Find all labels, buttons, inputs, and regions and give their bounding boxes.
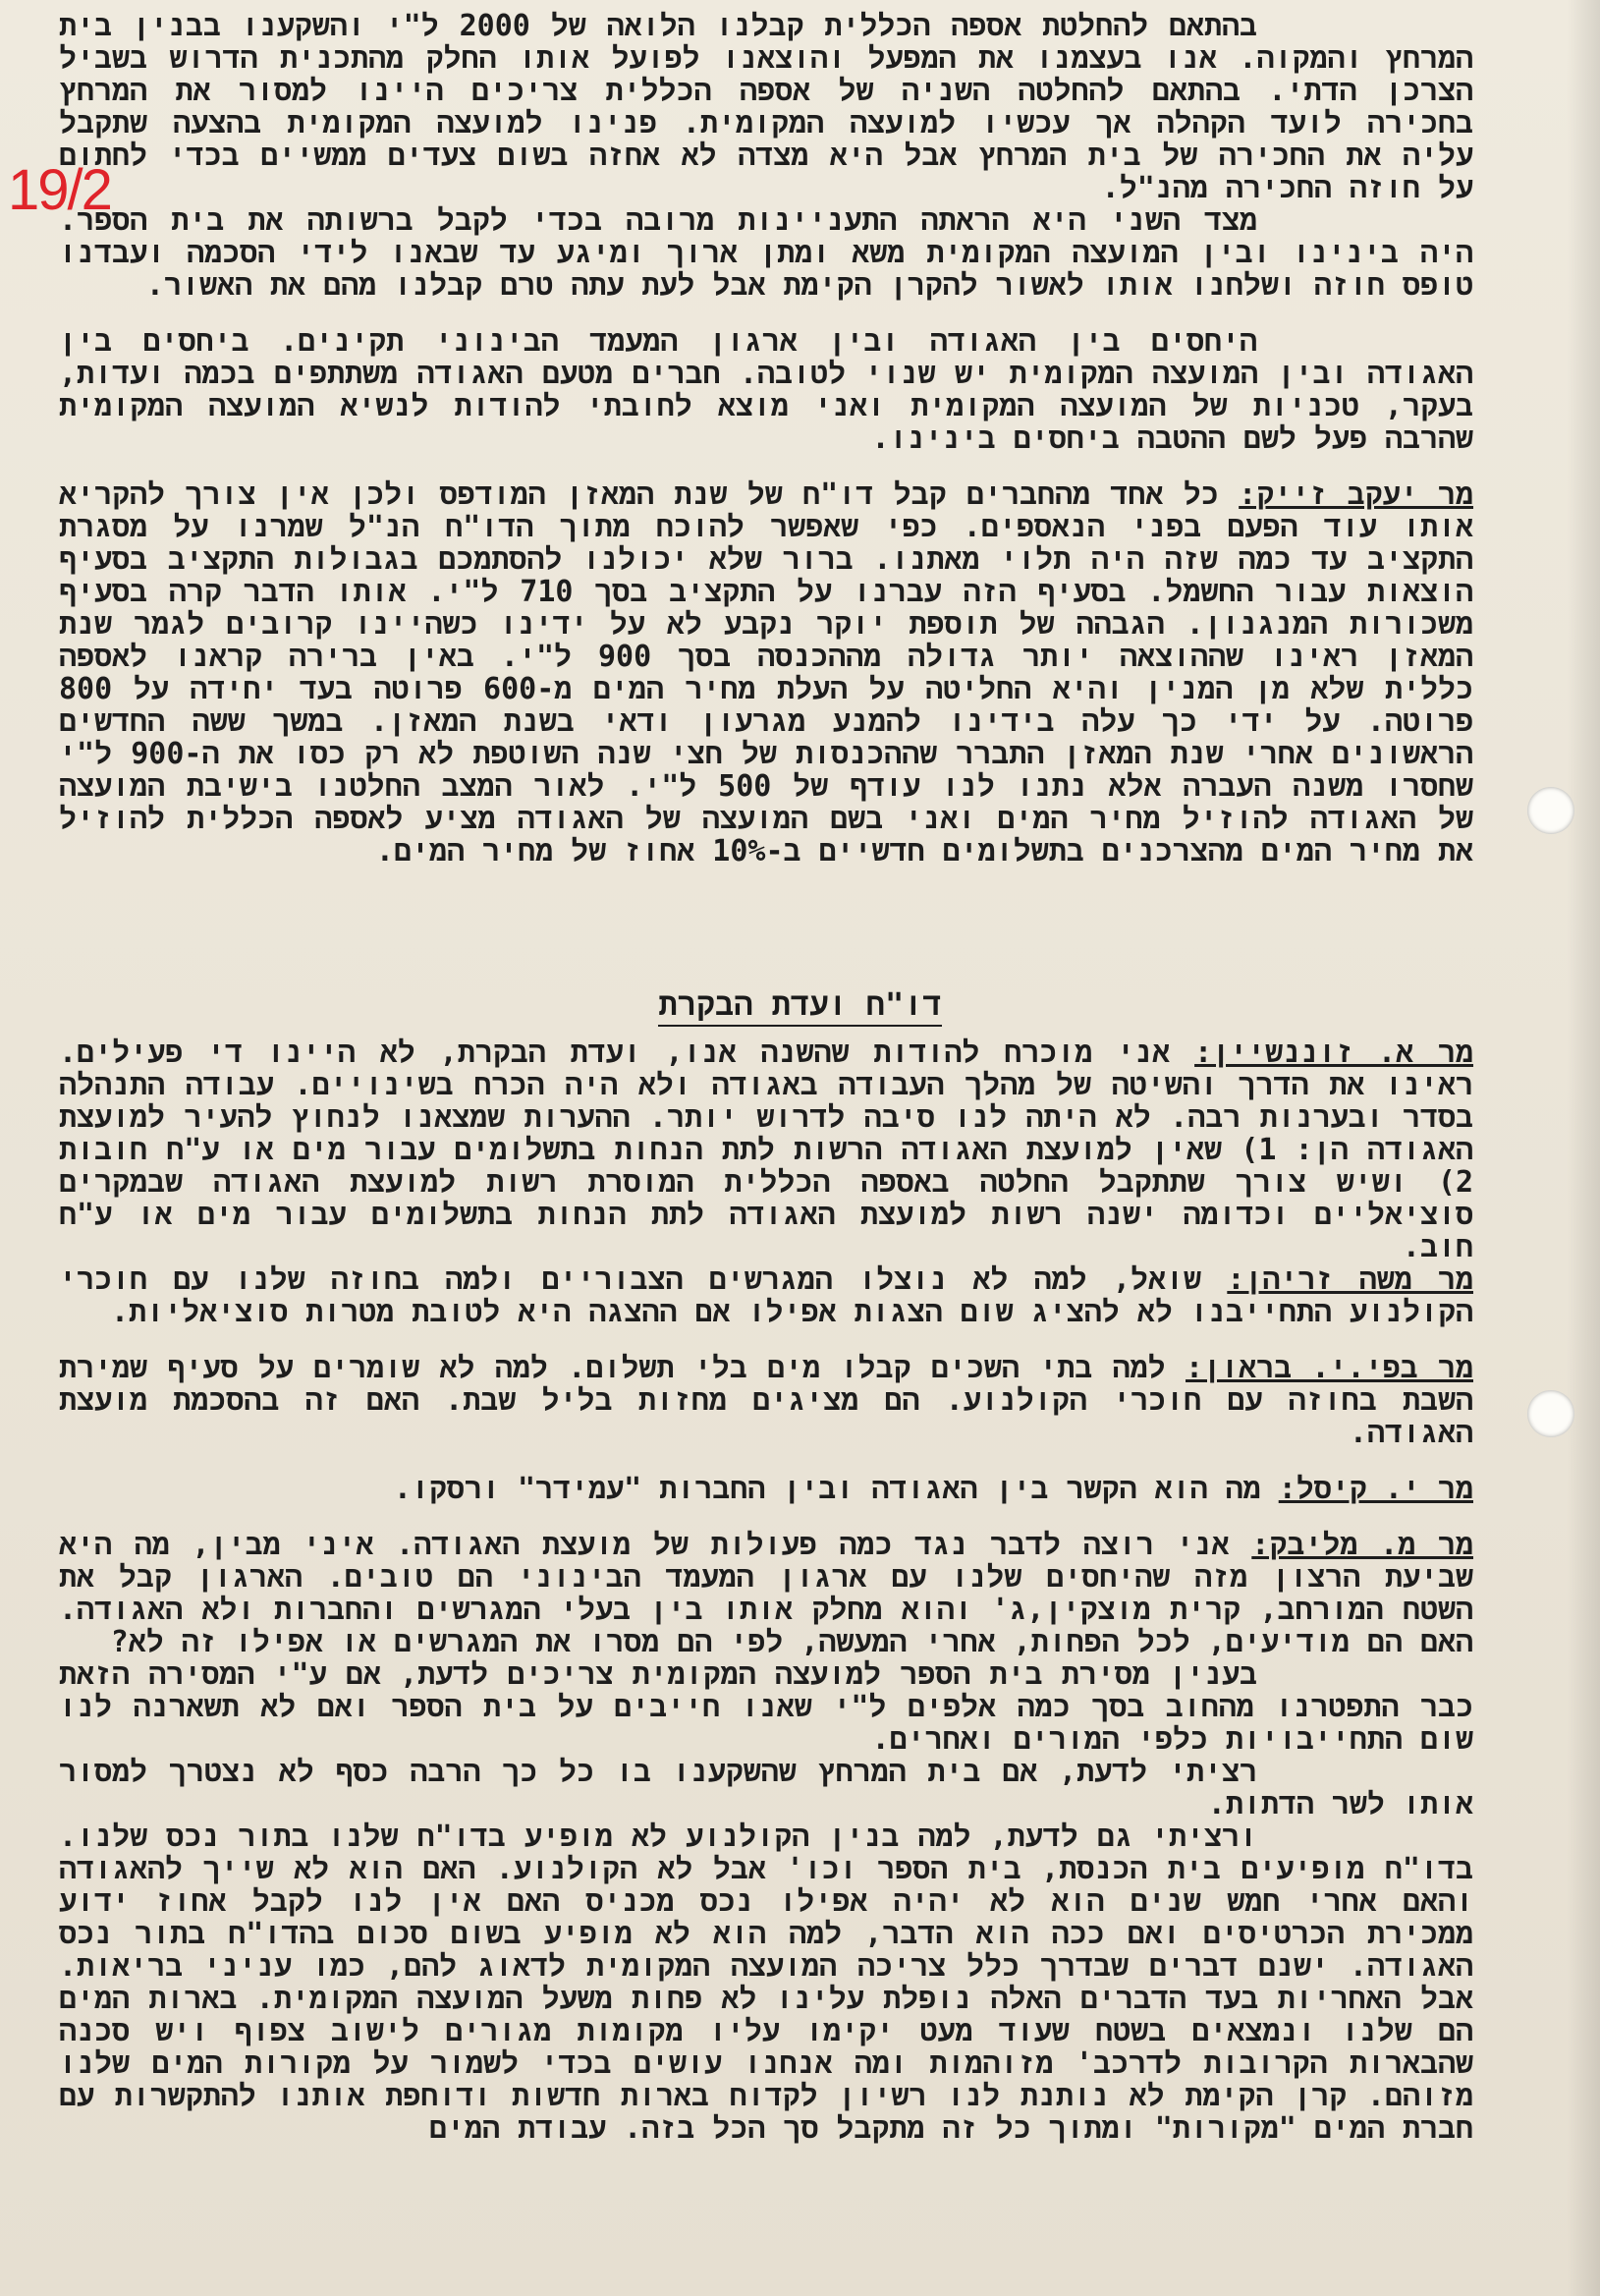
paragraph-text: בענין מסירת בית הספר למועצה המקומית צריכים לדעת, אם ע"י המסירה הזאת כבר התפטרנו מהחוב בסך כמה אלפים ל"י שאנו חייבים על בית הספר ואם לא תשארנה לנו שום התחייבויות כלפי המורים ואחרים. [59,1657,1473,1757]
paragraph [59,1756,1473,1820]
punch-hole-icon [1527,787,1574,834]
paragraph-text: בהתאם להחלטת אספה הכללית קבלנו הלואה של 2000 ל"י והשקענו בבנין בית המרחץ והמקוה. אנו בעצמנו את המפעל והוצאנו לפועל אותו החלק מהתכנית הדרוש בשביל הצרכן הדתי. בהתאם להחלטה השניה של אספה הכללית צריכים היינו למסור את המרחץ בחכירה לועד הקהלה אך עכשיו למועצה המקומית. פנינו למועצה המקומית בהצעה שתקבל עליה את החכירה של בית המרחץ אבל היא מצדה לא אחזה בשום צעדים ממשיים בכדי לחתום על חוזה החכירה מהנ"ל. [59,9,1473,205]
speaker-paragraph [59,1473,1473,1505]
speaker-paragraph [59,1352,1473,1449]
paragraph-text: כל אחד מהחברים קבל דו"ח של שנת המאזן המודפס ולכן אין צורך להקריא אותו עוד הפעם בפני הנאספים. כפי שאפשר להוכח מתוך הדו"ח הנ"ל שמרנו על מסגרת התקציב עד כמה שזה היה תלוי מאתנו. ברור שלא יכולנו להסתמכם בגבולות התקציב בסעיף הוצאות עבור החשמל. בסעיף הזה עברנו על התקציב בסך 710 ל"י. אותו הדבר קרה בסעיף משכורות המנגנון. הגבהה של תוספת יוקר נקבע לא על ידינו כשהיינו קרובים לגמר שנת המאזן ראינו שההוצאה יותר גדולה מההכנסה בסך 900 ל"י. באין ברירה קראנו לאספה כללית שלא מן המנין והיא החליטה על העלת מחיר המים מ-600 פרוטה בעד יחידה על 800 פרוטה. על ידי כך עלה בידינו להמנע מגרעון ודאי בשנת המאזן. במשך ששה החדשים הראשונים אחרי שנת המאזן התברר שההכנסות של חצי שנה השוטפת לא רק כסו את ה-900 ל"י שחסרו משנה העברה אלא נתנו לנו עודף של 500 ל"י. לאור המצב החלטנו בישיבת המועצה של האגודה להוזיל מחיר המים ואני בשם המועצה של האגודה מציע לאספה הכללית להוזיל את מחיר המים מהצרכנים בתשלומים חדשיים ב-10% אחוז של מחיר המים. [59,477,1474,868]
page-edge-shadow [1567,0,1600,2296]
paragraph-gap [59,1505,1473,1529]
speaker-paragraph [59,478,1473,868]
paragraph-text: מה הוא הקשר בין האגודה ובין החברות "עמידר" ורסקו. [393,1472,1279,1506]
paragraph [59,204,1473,302]
speaker-name: מר בפי.י. בראון: [1186,1351,1473,1385]
section-title-text: דו"ח ועדת הבקרת [658,985,941,1027]
speaker-name: מר מ. מליבק: [1251,1528,1473,1562]
speaker-name: מר משה זריהן: [1227,1262,1473,1297]
punch-hole-icon [1527,1390,1574,1437]
speaker-name: מר יעקב זייק: [1239,477,1474,512]
page-number-marker: 19/2 [8,158,111,222]
speaker-paragraph [59,1529,1473,1658]
paragraph-gap [59,1328,1473,1352]
paragraph-text: רציתי לדעת, אם בית המרחץ שהשקענו בו כל כך הרבה כסף לא נצטרך למסור אותו לשר הדתות. [59,1755,1473,1821]
paragraph-gap [59,455,1473,478]
paragraph-text: ורציתי גם לדעת, למה בנין הקולנוע לא מופיע בדו"ח שלנו בתור נכס שלנו. בדו"ח מופיעים בית הכנסת, בית הספר וכו' אבל לא הקולנוע. האם הוא לא שייך להאגודה והאם אחרי חמש שנים הוא לא יהיה אפילו נכס מכניס האם אין לנו לקבל אחוז ידוע ממכירת הכרטיסים ואם ככה הוא הדבר, למה הוא לא מופיע בשום סכום בהדו"ח בתור נכס האגודה. ישנם דברים שבדרך כלל צריכה המועצה המקומית לדאוג להם, כמו עניני בריאות. אבל האחריות בעד הדברים האלה נופלת עלינו לא פחות משעל המועצה המקומית. בארות המים הם שלנו ונמצאים בשטח שעוד מעט יקימו עליו מקומות מגורים לישוב צפוף ויש סכנה שהבארות הקרובות לדרכב' מזוהמות ומה אנחנו עושים בכדי לשמור על מקורות המים שלנו מזוהם. קרן הקימת לא נותנת לנו רשיון לקדוח בארות חדשות ודוחפת אותנו להתקשרות עם חברת המים "מקורות" ומתוך כל זה מתקבל סך הכל בזה. עבודת המים [59,1820,1473,2146]
paragraph-text: אני מוכרח להודות שהשנה אנו, ועדת הבקרת, לא היינו די פעילים. ראינו את הדרך והשיטה של מהלך העבודה באגודה ולא היה הכרח בשינויים. עבודה התנהלה בסדר ובערנות רבה. לא היתה לנו סיבה לדרוש יותר. ההערות שמצאנו לנחוץ להעיר למועצת האגודה הן: 1) שאין למועצת האגודה הרשות לתת הנחות בתשלומים עבור מים או ע"ח חובות 2) ושיש צורך שתתקבל החלטה באספה הכללית המוסרת רשות למועצת האגודה שבמקרים סוציאליים וכדומה ישנה רשות למועצת האגודה לתת הנחות בתשלומים עבור מים או ע"ח חוב. [59,1036,1473,1264]
paragraph-text: היחסים בין האגודה ובין ארגון המעמד הבינוני תקינים. ביחסים בין האגודה ובין המועצה המקומית יש שנוי לטובה. חברים מטעם האגודה משתתפים בכמה ועדות, בעקר, טכניות של המועצה המקומית ואני מוצא לחובתי להודות לנשיא המועצה המקומית שהרבה פעל לשם ההטבה ביחסים בינינו. [59,324,1473,456]
lower-text-block [59,1036,1473,2145]
paragraph-text: שואל, למה לא נוצלו המגרשים הצבוריים ולמה בחוזה שלנו עם חוכרי הקולנוע התחייבנו לא להציג שום הצגות אפילו אם ההצגה היא לטובת מטרות סוציאליות. [59,1262,1473,1329]
paragraph [59,1658,1473,1756]
speaker-paragraph [59,1263,1473,1328]
paragraph [59,325,1473,455]
speaker-paragraph [59,1036,1473,1263]
section-title [0,985,1600,1025]
speaker-name: מר י. קיסל: [1278,1472,1473,1506]
paragraph [59,10,1473,204]
paragraph-gap [59,302,1473,325]
paragraph-text: מצד השני היא הראתה התעניינות מרובה בכדי לקבל ברשותה את בית הספר. היה בינינו ובין המועצה המקומית משא ומתן ארוך ומיגע עד שבאנו לידי הסכמה ועבדנו טופס חוזה ושלחנו אותו לאשור להקרן הקימת אבל לעת עתה טרם קבלנו מהם את האשור. [59,203,1473,303]
paragraph-text: למה בתי השכים קבלו מים בלי תשלום. למה לא שומרים על סעיף שמירת השבת בחוזה עם חוכרי הקולנוע. הם מציגים מחזות בליל שבת. האם זה בהסכמת מועצת האגודה. [59,1351,1473,1450]
paragraph-text: אני רוצה לדבר נגד כמה פעולות של מועצת האגודה. איני מבין, מה היא שביעת הרצון מזה שהיחסים שלנו עם ארגון המעמד הבינוני הם טובים. הארגון קבל את השטח המורחב, קרית מוצקין,ג' והוא מחלק אותו בין בעלי המגרשים והחברות ולא האגודה. האם הם מודיעים, לכל הפחות, אחרי המעשה, לפי הם מסרו את המגרשים או אפילו זה לא? [59,1528,1473,1659]
paragraph [59,1820,1473,2145]
paragraph-gap [59,1449,1473,1473]
speaker-name: מר א. זוננשיין: [1194,1036,1474,1070]
upper-text-block [59,10,1473,868]
